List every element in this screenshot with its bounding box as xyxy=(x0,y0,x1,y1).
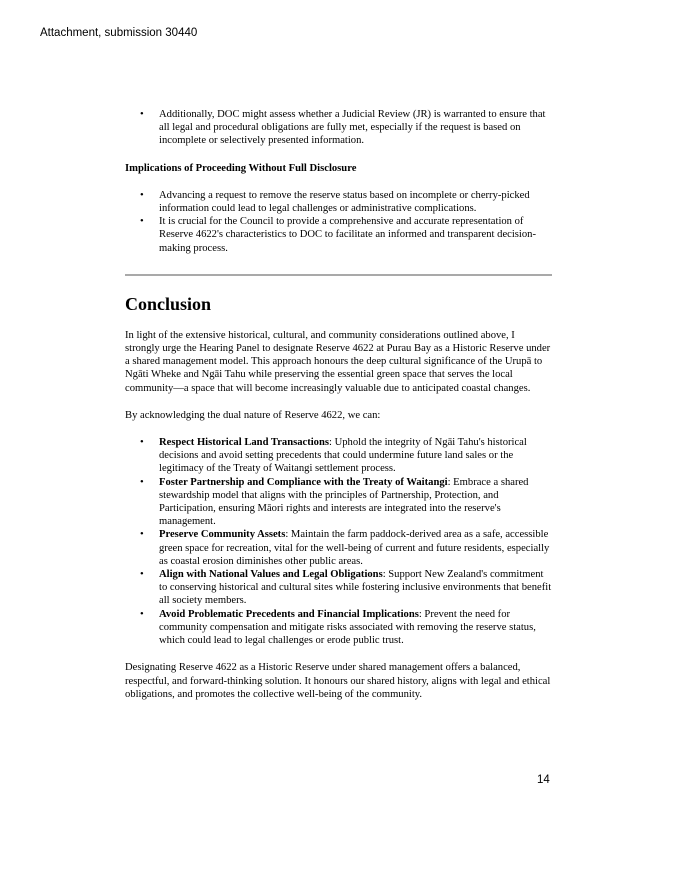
point-text: : Embrace a shared stewardship model that aligns with the principles of Partnership, Protection, and Participation, ensuring Māori rights and interests are integrated into the reserve's management. xyxy=(159,476,529,528)
point-text: : Prevent the need for community compensation and mitigate risks associated with removing the reserve status, which could lead to legal challenges or erode public trust. xyxy=(159,608,536,647)
conclusion-heading: Conclusion xyxy=(125,293,212,314)
point-title: Align with National Values and Legal Obligations xyxy=(159,569,383,581)
document-body xyxy=(125,108,552,701)
implications-heading: Implications of Proceeding Without Full Disclosure xyxy=(125,162,357,174)
list-item xyxy=(125,608,552,648)
list-item xyxy=(125,436,552,476)
point-title: Avoid Problematic Precedents and Financial Implications xyxy=(159,608,419,620)
implications-list xyxy=(125,189,552,255)
list-item: • It is crucial for the Council to provide a comprehensive and accurate representation of Reserve 4622's characteristics to DOC to facilitate an informed and transparent decision-making process. xyxy=(125,215,552,255)
point-text: : Maintain the farm paddock-derived area as a safe, accessible green space for recreation, vital for the well-being of current and future residents, especially as coastal erosion diminishes other public areas. xyxy=(159,529,550,567)
point-title: Foster Partnership and Compliance with the Treaty of Waitangi xyxy=(159,476,448,488)
section-divider xyxy=(125,274,552,276)
point-text: : Support New Zealand's commitment to conserving historical and cultural sites while fostering inclusive environments that benefit all society members. xyxy=(159,569,552,607)
list-item xyxy=(125,476,552,529)
list-item xyxy=(125,528,552,568)
list-item: • Advancing a request to remove the reserve status based on incomplete or cherry-picked information could lead to legal challenges or administrative complications. xyxy=(125,189,552,215)
point-title: Respect Historical Land Transactions xyxy=(159,437,329,449)
conclusion-closing: Designating Reserve 4622 as a Historic Reserve under shared management offers a balanced, respectful, and forward-thinking solution. It honours our shared history, aligns with legal and ethical obligations, and promotes the collective well-being of the community. xyxy=(125,662,551,700)
list-item xyxy=(125,568,552,608)
conclusion-lead: By acknowledging the dual nature of Reserve 4622, we can: xyxy=(125,409,381,421)
page-header: Attachment, submission 30440 xyxy=(40,27,198,39)
list-item: • Additionally, DOC might assess whether a Judicial Review (JR) is warranted to ensure that all legal and procedural obligations are fully met, especially if the request is based on incomplete or selectively presented information. xyxy=(125,108,552,148)
page-number: 14 xyxy=(537,774,550,786)
judicial-review-list xyxy=(125,108,552,148)
point-title: Preserve Community Assets xyxy=(159,529,286,541)
conclusion-intro: In light of the extensive historical, cultural, and community considerations outlined above, I strongly urge the Hearing Panel to designate Reserve 4622 at Purau Bay as a Historic Reserve under a shared management model. This approach honours the deep cultural significance of the Urupā to Ngāti Wheke and Ngāi Tahu while preserving the essential green space that serves the local community—a space that will become increasingly valuable due to anticipated coastal changes. xyxy=(125,329,551,394)
point-text: : Uphold the integrity of Ngāi Tahu's historical decisions and avoid setting precedents that could undermine future land sales or the legitimacy of the Treaty of Waitangi settlement process. xyxy=(159,437,527,475)
conclusion-points xyxy=(125,436,552,647)
